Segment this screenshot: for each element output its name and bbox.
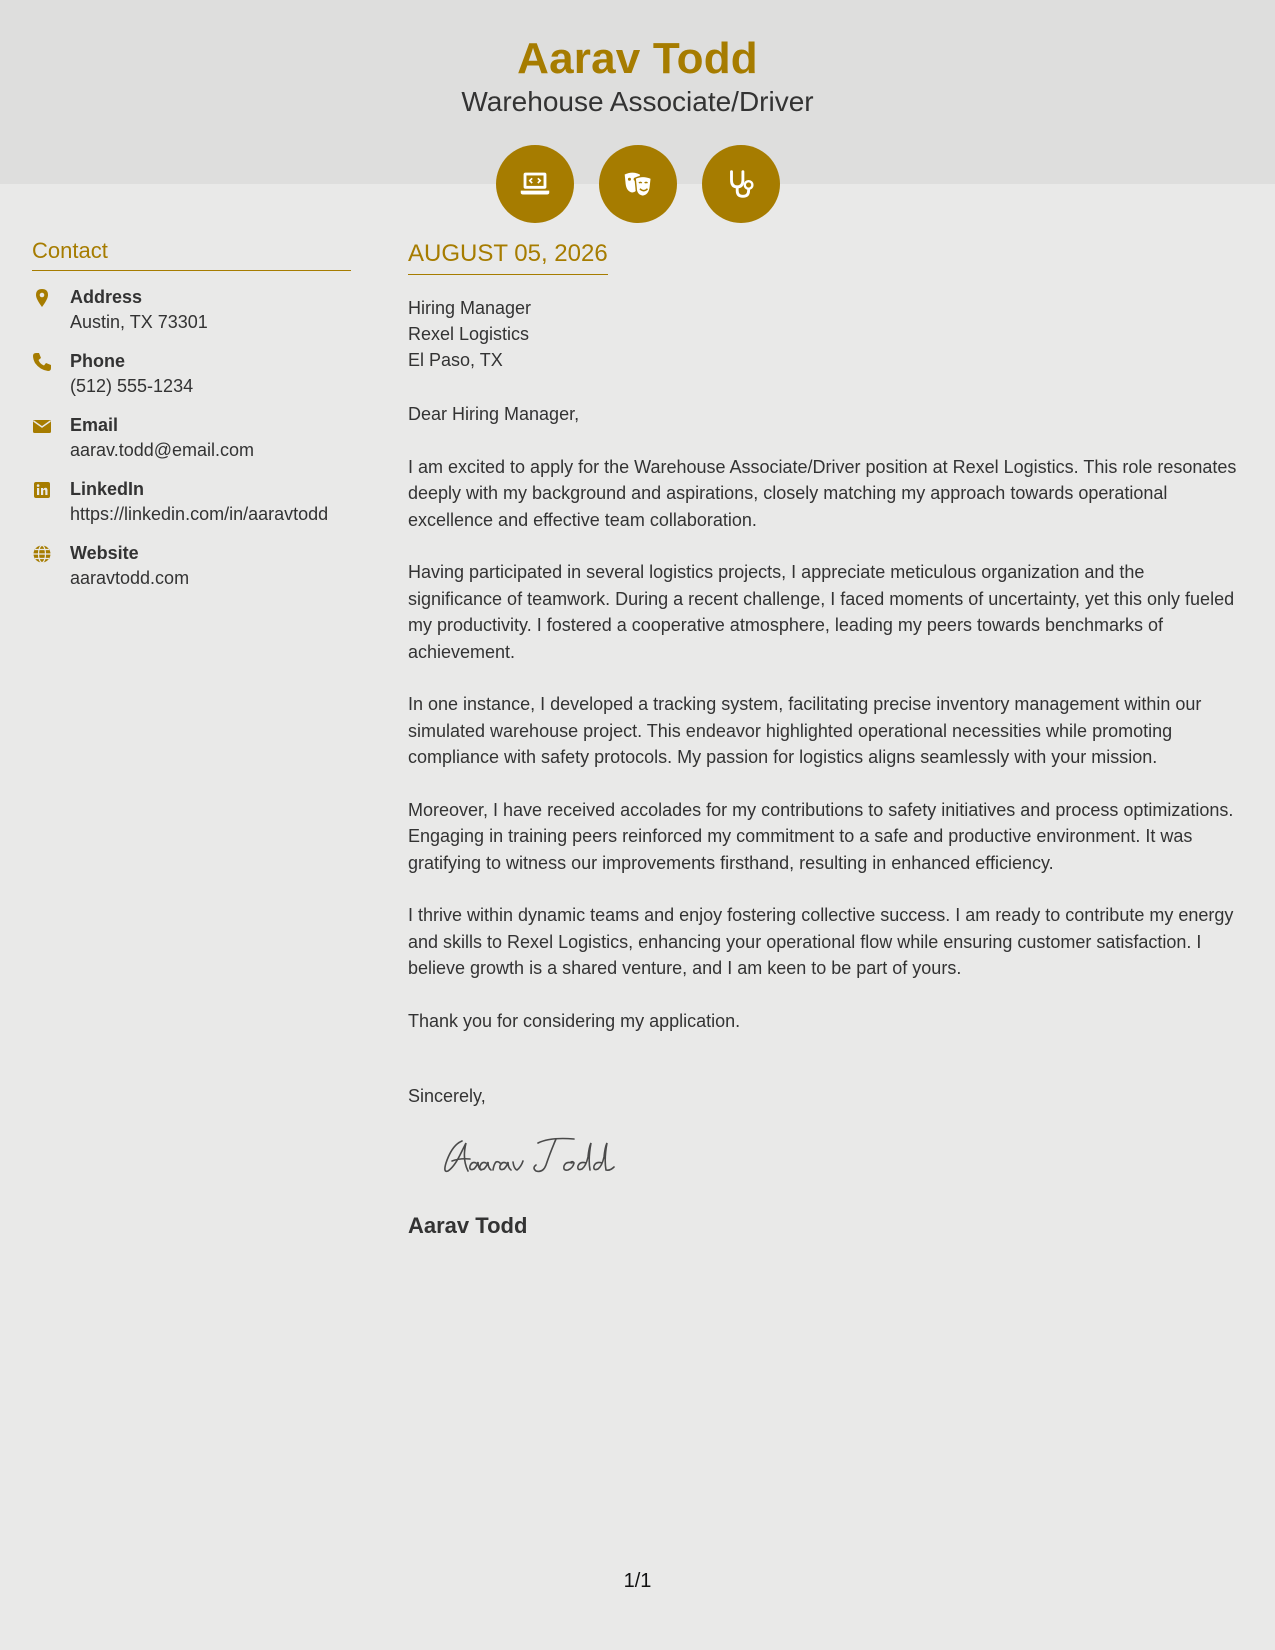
contact-linkedin <box>32 477 351 527</box>
paragraph-1: I am excited to apply for the Warehouse Associate/Driver position at Rexel Logistics. This role resonates deeply with my background and aspirations, closely matching my approach towards operational excellence and effective team collaboration. <box>408 456 1237 530</box>
website-label: Website <box>70 543 139 563</box>
address-label: Address <box>70 287 143 307</box>
recipient-location: El Paso, TX <box>408 350 503 370</box>
paragraph-2: Having participated in several logistics projects, I appreciate meticulous organization and the significance of teamwork. During a recent challenge, I faced moments of uncertainty, yet this only fueled my productivity. I fostered a cooperative atmosphere, leading my peers towards benchmarks of achievement. <box>408 562 1235 662</box>
contact-email <box>32 413 351 463</box>
contact-section-title: Contact <box>32 238 351 271</box>
email-label: Email <box>70 415 119 435</box>
email-value[interactable]: aarav.todd@email.com <box>70 440 255 460</box>
applicant-name: Aarav Todd <box>517 34 758 83</box>
phone-icon <box>32 349 70 399</box>
website-value[interactable]: aaravtodd.com <box>70 568 190 588</box>
cover-letter <box>408 240 1243 1239</box>
linkedin-value[interactable]: https://linkedin.com/in/aaravtodd <box>70 504 329 524</box>
contact-phone <box>32 349 351 399</box>
envelope-icon <box>32 413 70 463</box>
closing: Sincerely, <box>408 1086 486 1106</box>
letter-date: AUGUST 05, 2026 <box>408 240 608 275</box>
paragraph-5: I thrive within dynamic teams and enjoy fostering collective success. I am ready to contribute my energy and skills to Rexel Logistics, enhancing your operational flow while ensuring customer satisfaction. I believe growth is a shared venture, and I am keen to be part of yours. <box>408 905 1234 978</box>
signer-name: Aarav Todd <box>408 1213 528 1238</box>
header-icon-row <box>0 145 1275 223</box>
contact-address <box>32 285 351 335</box>
paragraph-3: In one instance, I developed a tracking system, facilitating precise inventory management within our simulated warehouse project. This endeavor highlighted operational necessities while promoting compliance with safety protocols. My passion for logistics aligns seamlessly with your mission. <box>408 694 1202 767</box>
paragraph-4: Moreover, I have received accolades for my contributions to safety initiatives and process optimizations. Engaging in training peers reinforced my commitment to a safe and productive environment. It was gratifying to witness our improvements firsthand, resulting in enhanced efficiency. <box>408 799 1234 873</box>
address-value: Austin, TX 73301 <box>70 312 208 332</box>
phone-value[interactable]: (512) 555-1234 <box>70 376 194 396</box>
recipient-block <box>408 295 1243 373</box>
paragraph-6: Thank you for considering my application. <box>408 1010 741 1031</box>
theater-masks-icon <box>599 145 677 223</box>
contact-sidebar <box>32 238 351 605</box>
greeting: Dear Hiring Manager, <box>408 404 580 424</box>
handwritten-signature <box>440 1133 1243 1183</box>
job-title: Warehouse Associate/Driver <box>461 86 814 117</box>
stethoscope-icon <box>702 145 780 223</box>
phone-label: Phone <box>70 351 126 371</box>
page-number: 1/1 <box>623 1570 652 1592</box>
linkedin-icon <box>32 477 70 527</box>
contact-website <box>32 541 351 591</box>
globe-icon <box>32 541 70 591</box>
recipient-name: Hiring Manager <box>408 298 532 318</box>
laptop-code-icon <box>496 145 574 223</box>
linkedin-label: LinkedIn <box>70 479 145 499</box>
recipient-company: Rexel Logistics <box>408 324 530 344</box>
map-marker-icon <box>32 285 70 335</box>
